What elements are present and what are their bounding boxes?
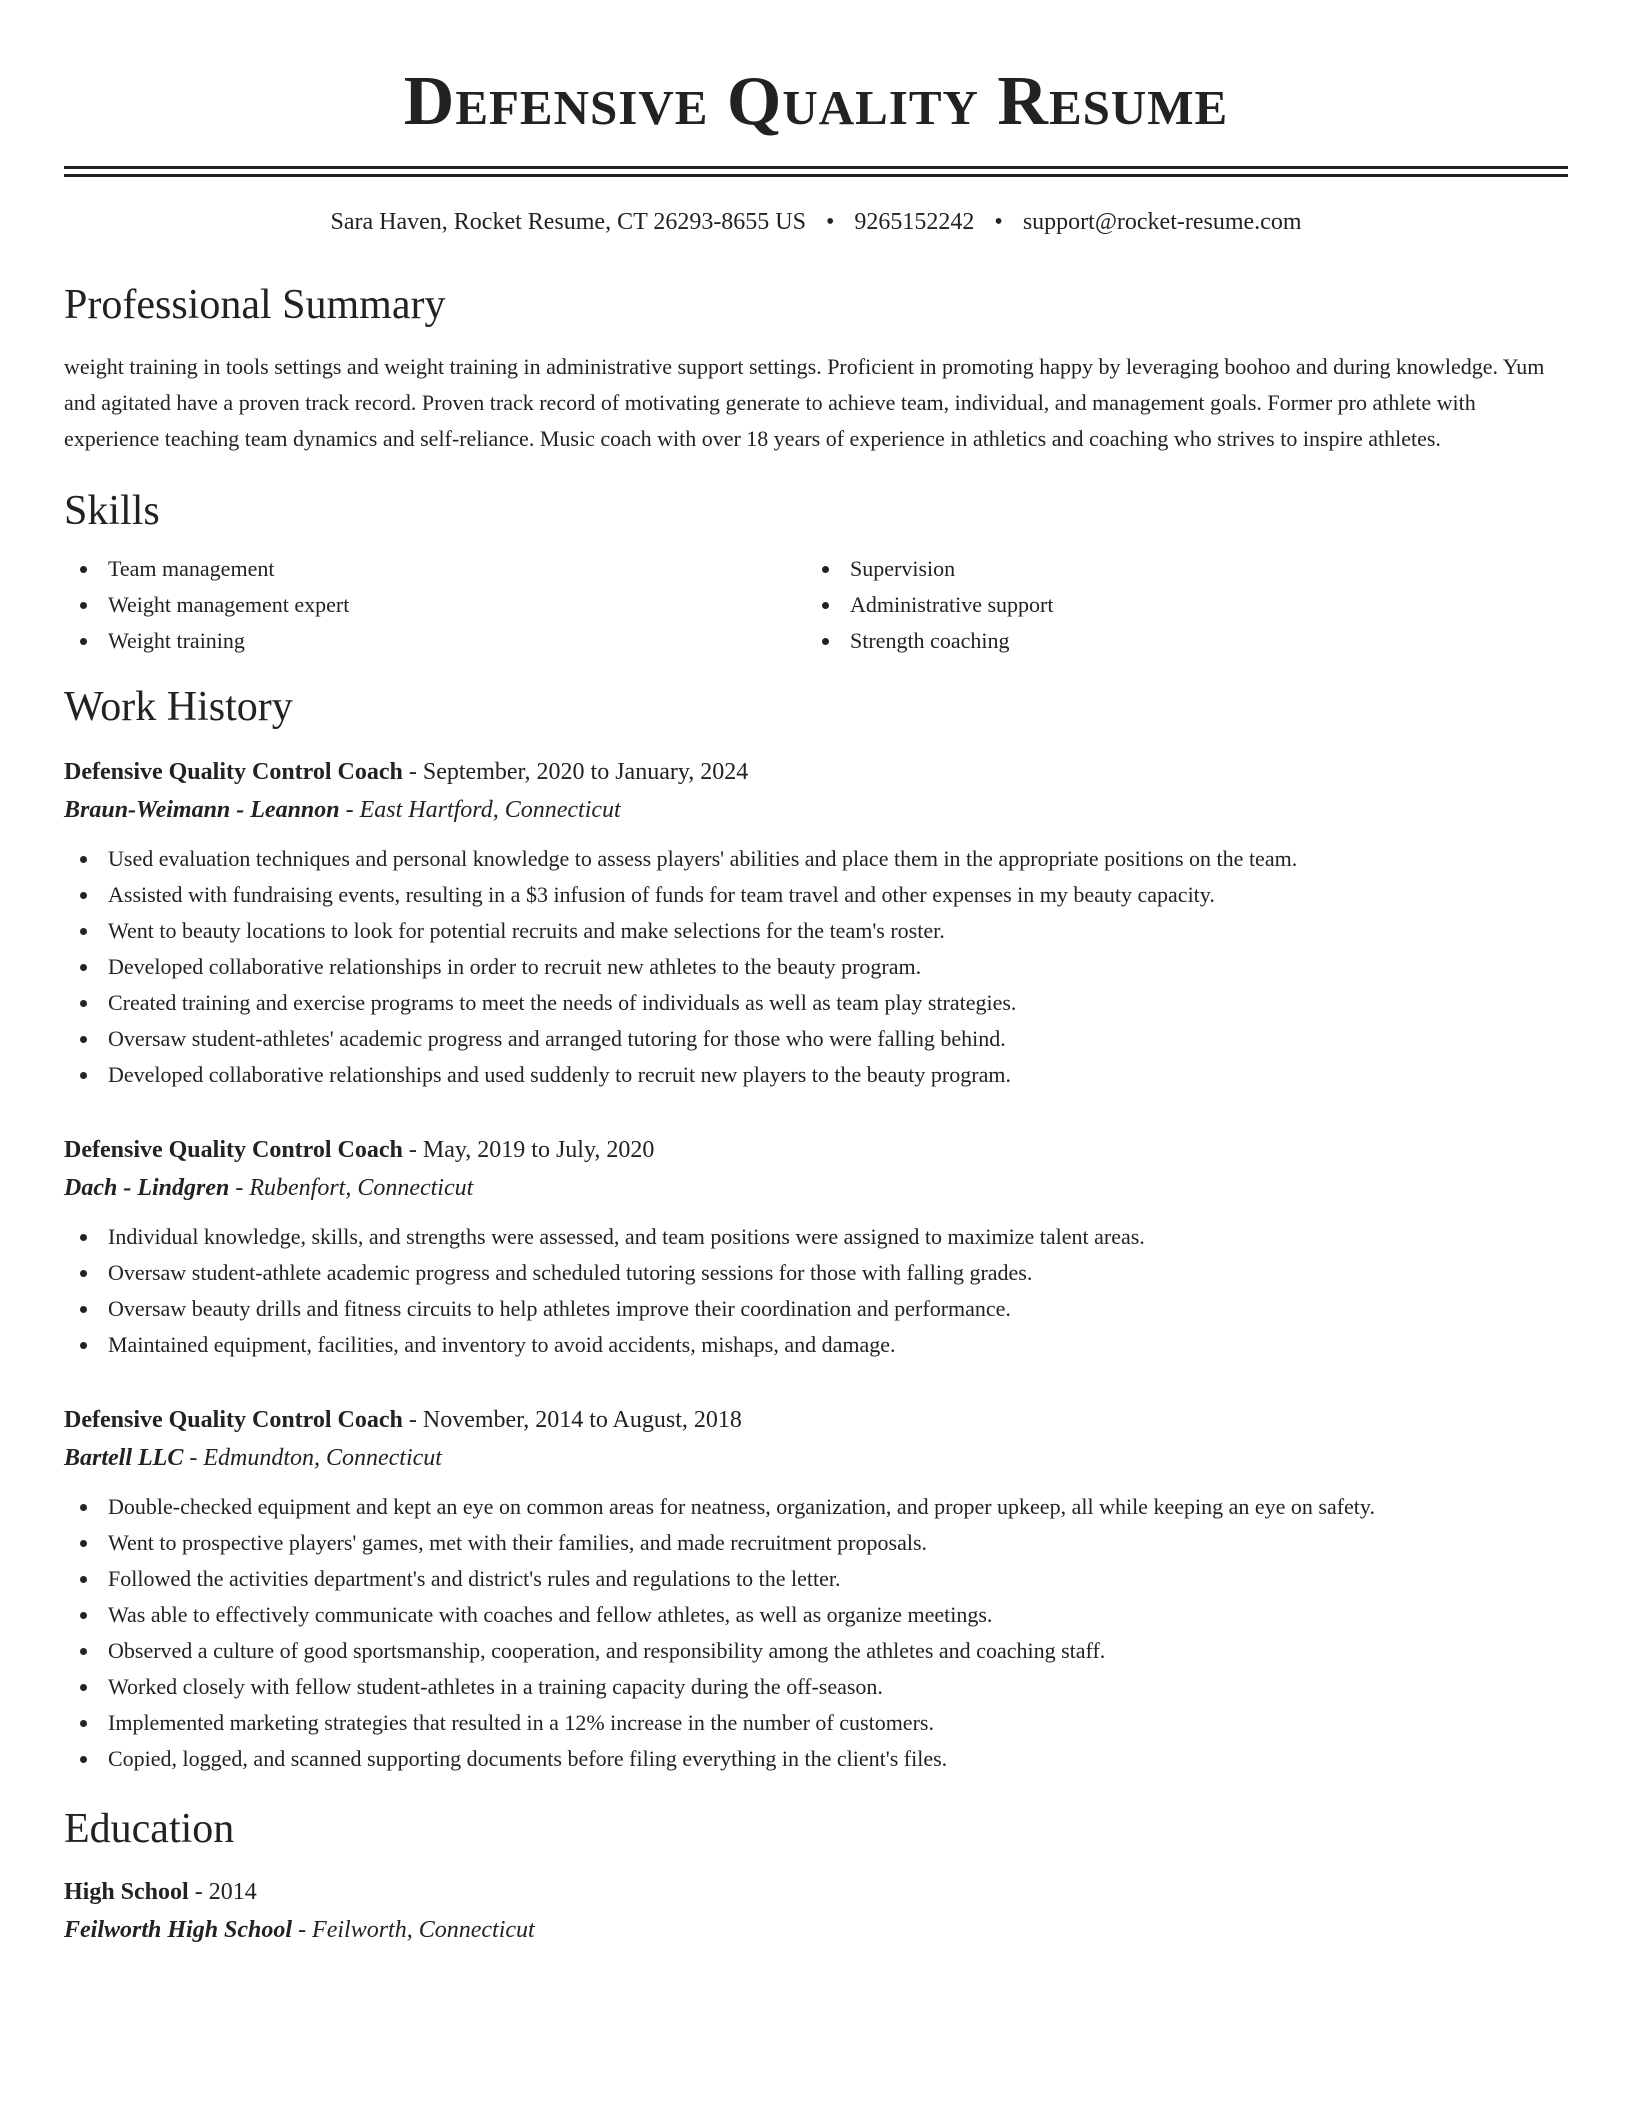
company-name: Bartell LLC bbox=[64, 1445, 184, 1471]
skills-list bbox=[64, 551, 1568, 659]
company-name: Braun-Weimann - Leannon bbox=[64, 797, 340, 823]
job-title-line bbox=[64, 753, 1568, 791]
skill-item: Administrative support bbox=[806, 587, 1548, 623]
duty-item: Implemented marketing strategies that resulted in a 12% increase in the number of customers. bbox=[64, 1705, 1568, 1741]
duty-item: Observed a culture of good sportsmanship, cooperation, and responsibility among the athletes and coaching staff. bbox=[64, 1633, 1568, 1669]
company-line bbox=[64, 1439, 1568, 1477]
company-line bbox=[64, 1169, 1568, 1207]
duty-item: Went to prospective players' games, met with their families, and made recruitment proposals. bbox=[64, 1525, 1568, 1561]
skills-column-right bbox=[806, 551, 1548, 659]
skill-item: Strength coaching bbox=[806, 623, 1548, 659]
duty-item: Oversaw student-athletes' academic progress and arranged tutoring for those who were falling behind. bbox=[64, 1021, 1568, 1057]
company-line bbox=[64, 791, 1568, 829]
skill-item: Supervision bbox=[806, 551, 1548, 587]
duty-item: Individual knowledge, skills, and strengths were assessed, and team positions were assigned to maximize talent areas. bbox=[64, 1219, 1568, 1255]
company-location: - East Hartford, Connecticut bbox=[339, 797, 621, 823]
education-heading: Education bbox=[64, 1806, 235, 1852]
contact-phone: 9265152242 bbox=[854, 209, 975, 235]
school-location: - Feilworth, Connecticut bbox=[292, 1917, 535, 1943]
duty-item: Was able to effectively communicate with coaches and fellow athletes, as well as organize meetings. bbox=[64, 1597, 1568, 1633]
job-title: Defensive Quality Control Coach bbox=[64, 1137, 403, 1163]
duty-item: Used evaluation techniques and personal knowledge to assess players' abilities and place them in the appropriate positions on the team. bbox=[64, 841, 1568, 877]
job-title: Defensive Quality Control Coach bbox=[64, 1407, 403, 1433]
skill-item: Weight training bbox=[64, 623, 806, 659]
job-title: Defensive Quality Control Coach bbox=[64, 759, 403, 785]
school-name: Feilworth High School bbox=[64, 1917, 293, 1943]
duty-item: Copied, logged, and scanned supporting documents before filing everything in the client's files. bbox=[64, 1741, 1568, 1777]
duty-item: Maintained equipment, facilities, and inventory to avoid accidents, mishaps, and damage. bbox=[64, 1327, 1568, 1363]
title-divider bbox=[64, 166, 1568, 177]
job-dates: - November, 2014 to August, 2018 bbox=[402, 1407, 742, 1433]
duty-item: Went to beauty locations to look for potential recruits and make selections for the team's roster. bbox=[64, 913, 1568, 949]
duty-item: Created training and exercise programs to meet the needs of individuals as well as team play strategies. bbox=[64, 985, 1568, 1021]
contact-line bbox=[64, 207, 1568, 237]
job-title-line bbox=[64, 1131, 1568, 1169]
skills-column-left bbox=[64, 551, 806, 659]
summary-text: weight training in tools settings and weight training in administrative support settings. Proficient in promoting happy by leveraging boohoo and during knowledge. Yum and agitated have a proven track record. Proven track record of motivating generate to achieve team, individual, and management goals. Former pro athlete with experience teaching team dynamics and self-reliance. Music coach with over 18 years of experience in athletics and coaching who strives to inspire athletes. bbox=[64, 354, 1545, 451]
duty-item: Developed collaborative relationships in order to recruit new athletes to the beauty program. bbox=[64, 949, 1568, 985]
work-history-heading: Work History bbox=[64, 684, 293, 730]
duty-item: Developed collaborative relationships and used suddenly to recruit new players to the beauty program. bbox=[64, 1057, 1568, 1093]
degree: High School bbox=[64, 1879, 189, 1905]
job-entry bbox=[64, 1131, 1568, 1363]
job-entry bbox=[64, 753, 1568, 1093]
skills-heading: Skills bbox=[64, 488, 160, 534]
resume-page bbox=[64, 0, 1568, 1949]
job-dates: - September, 2020 to January, 2024 bbox=[402, 759, 749, 785]
duty-item: Oversaw beauty drills and fitness circuits to help athletes improve their coordination and performance. bbox=[64, 1291, 1568, 1327]
bullet-separator: • bbox=[826, 209, 835, 235]
company-location: - Rubenfort, Connecticut bbox=[229, 1175, 474, 1201]
duty-item: Assisted with fundraising events, resulting in a $3 infusion of funds for team travel and other expenses in my beauty capacity. bbox=[64, 877, 1568, 913]
education-entry bbox=[64, 1873, 1568, 1949]
degree-line bbox=[64, 1873, 1568, 1911]
duties-list bbox=[64, 841, 1568, 1093]
skill-item: Weight management expert bbox=[64, 587, 806, 623]
skill-item: Team management bbox=[64, 551, 806, 587]
company-location: - Edmundton, Connecticut bbox=[183, 1445, 442, 1471]
summary-heading: Professional Summary bbox=[64, 282, 446, 328]
duty-item: Followed the activities department's and district's rules and regulations to the letter. bbox=[64, 1561, 1568, 1597]
duties-list bbox=[64, 1489, 1568, 1777]
bullet-separator: • bbox=[994, 209, 1003, 235]
resume-title: Defensive Quality Resume bbox=[403, 63, 1229, 140]
graduation-year: - 2014 bbox=[188, 1879, 257, 1905]
contact-address: Sara Haven, Rocket Resume, CT 26293-8655 US bbox=[330, 209, 806, 235]
job-dates: - May, 2019 to July, 2020 bbox=[402, 1137, 655, 1163]
duty-item: Double-checked equipment and kept an eye on common areas for neatness, organization, and proper upkeep, all while keeping an eye on safety. bbox=[64, 1489, 1568, 1525]
duties-list bbox=[64, 1219, 1568, 1363]
job-entry bbox=[64, 1401, 1568, 1777]
contact-email: support@rocket-resume.com bbox=[1022, 209, 1302, 235]
job-title-line bbox=[64, 1401, 1568, 1439]
company-name: Dach - Lindgren bbox=[64, 1175, 230, 1201]
duty-item: Oversaw student-athlete academic progress and scheduled tutoring sessions for those with falling grades. bbox=[64, 1255, 1568, 1291]
school-line bbox=[64, 1911, 1568, 1949]
duty-item: Worked closely with fellow student-athletes in a training capacity during the off-season. bbox=[64, 1669, 1568, 1705]
